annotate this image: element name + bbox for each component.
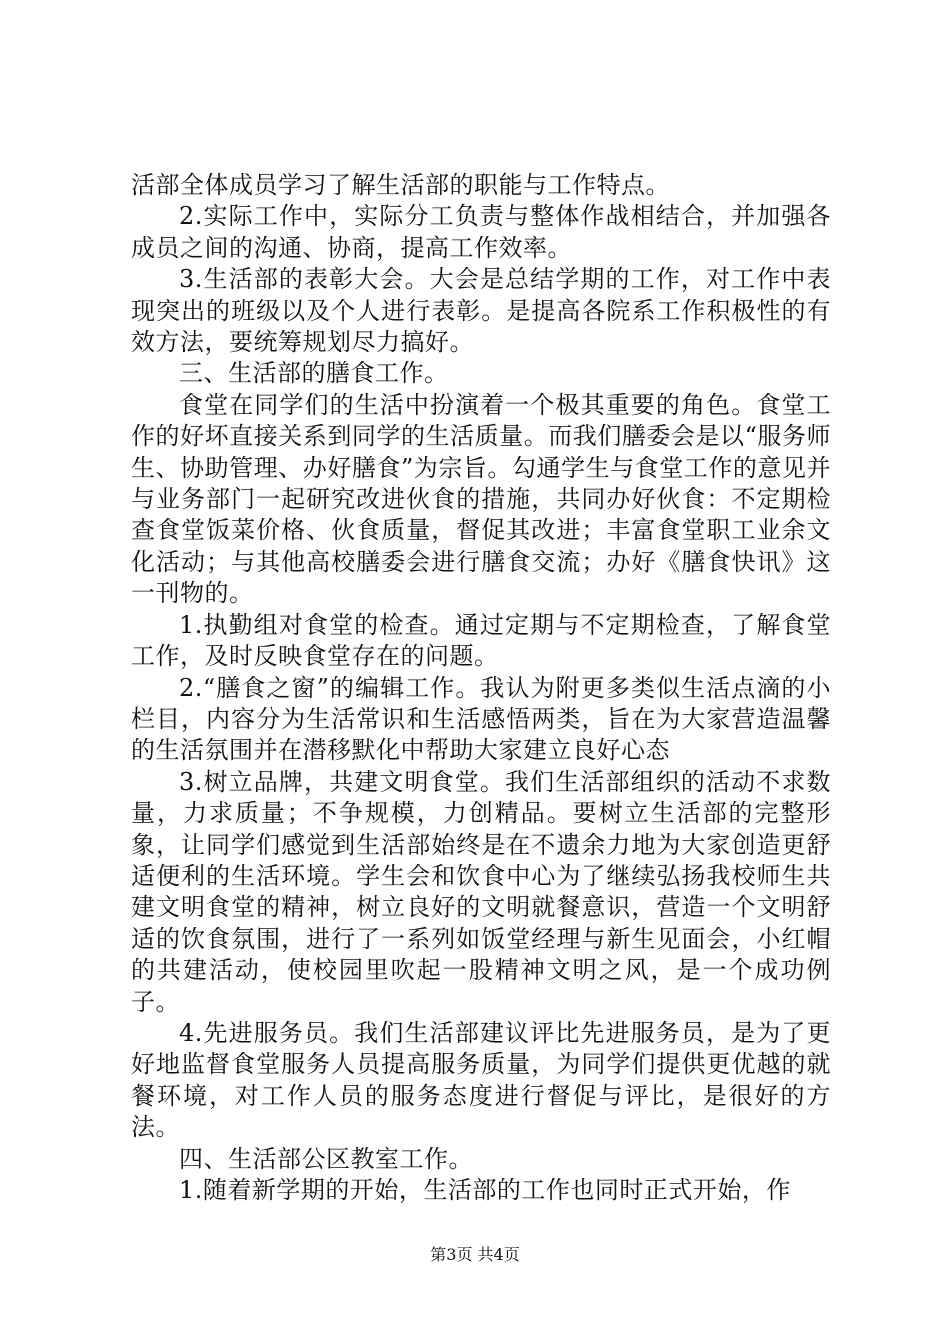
page-number-label: 第3页 共4页 bbox=[430, 1245, 520, 1264]
document-body bbox=[131, 170, 831, 1206]
paragraph-canteen-intro: 食堂在同学们的生活中扮演着一个极其重要的角色。食堂工作的好坏直接关系到同学的生活质量。而我们膳委会是以“服务师生、协助管理、办好膳食”为宗旨。勾通学生与食堂工作的意见并与业务部门一起研究改进伙食的措施，共同办好伙食：不定期检查食堂饭菜价格、伙食质量，督促其改进；丰富食堂职工业余文化活动；与其他高校膳委会进行膳食交流；办好《膳食快讯》这一刊物的。 bbox=[131, 390, 831, 608]
section-heading-3-catering: 三、生活部的膳食工作。 bbox=[179, 359, 449, 388]
paragraph-item-3-brand: 3.树立品牌，共建文明食堂。我们生活部组织的活动不求数量，力求质量；不争规模，力创精品。要树立生活部的完整形象，让同学们感觉到生活部始终是在不遗余力地为大家创造更舒适便利的生活环境。学生会和饮食中心为了继续弘扬我校师生共建文明食堂的精神，树立良好的文明就餐意识，营造一个文明舒适的饮食氛围，进行了一系列如饭堂经理与新生见面会，小红帽的共建活动，使校园里吹起一股精神文明之风，是一个成功例子。 bbox=[131, 767, 831, 1016]
paragraph-item-2-editing: 2.“膳食之窗”的编辑工作。我认为附更多类似生活点滴的小栏目，内容分为生活常识和生活感悟两类，旨在为大家营造温馨的生活氛围并在潜移默化中帮助大家建立良好心态 bbox=[131, 673, 831, 765]
paragraph-item-4-staff: 4.先进服务员。我们生活部建议评比先进服务员，是为了更好地监督食堂服务人员提高服务质量，为同学们提供更优越的就餐环境，对工作人员的服务态度进行督促与评比，是很好的方法。 bbox=[131, 1018, 831, 1142]
paragraph-item-2-communication: 2.实际工作中，实际分工负责与整体作战相结合，并加强各成员之间的沟通、协商，提高工作效率。 bbox=[131, 202, 831, 262]
paragraph-continuation: 活部全体成员学习了解生活部的职能与工作特点。 bbox=[131, 171, 670, 199]
section-heading-4-classroom: 四、生活部公区教室工作。 bbox=[179, 1144, 473, 1173]
page-footer bbox=[0, 1245, 950, 1265]
paragraph-item-3-commendation: 3.生活部的表彰大会。大会是总结学期的工作，对工作中表现突出的班级以及个人进行表彰。是提高各院系工作积极性的有效方法，要统筹规划尽力搞好。 bbox=[131, 265, 831, 357]
paragraph-item-1-new-term: 1.随着新学期的开始，生活部的工作也同时正式开始，作 bbox=[179, 1176, 791, 1204]
paragraph-item-1-inspection: 1.执勤组对食堂的检查。通过定期与不定期检查，了解食堂工作，及时反映食堂存在的问题。 bbox=[131, 610, 831, 671]
